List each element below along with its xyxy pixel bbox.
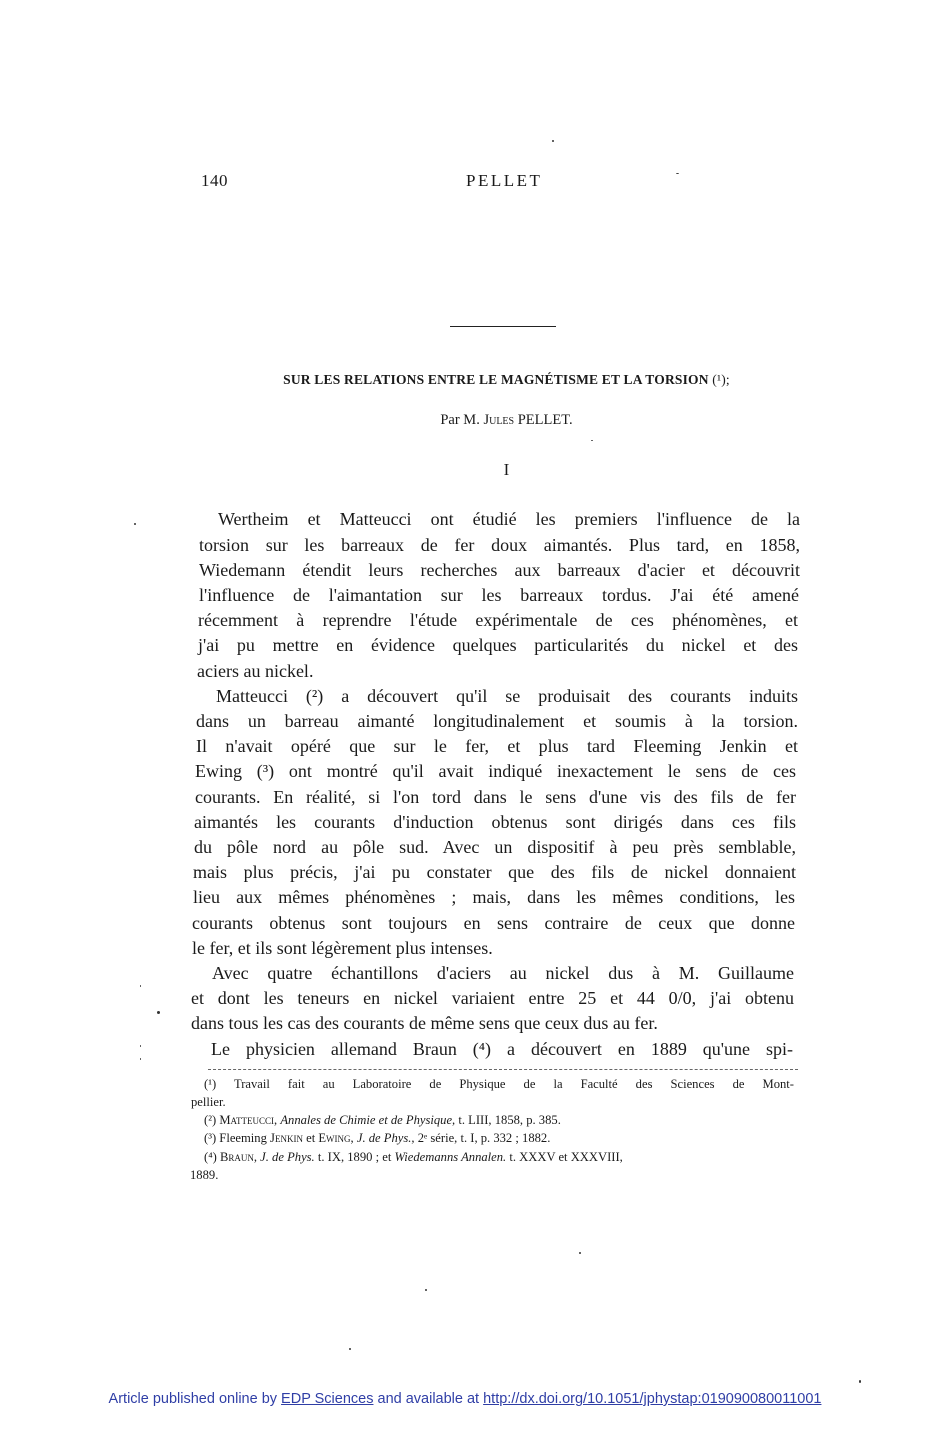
running-head: PELLET (466, 171, 543, 190)
body-line: Wiedemann étendit leurs recherches aux barreaux d'acier et découvrit (199, 560, 800, 580)
scan-speck (157, 1011, 160, 1014)
author-prefix: Par M. (440, 412, 480, 428)
article-title (170, 372, 843, 388)
footnote-4 (204, 1151, 623, 1164)
footnote-2-author: Matteucci, (219, 1113, 278, 1127)
scan-speck (676, 173, 679, 174)
scan-speck (425, 1289, 427, 1291)
body-line: torsion sur les barreaux de fer doux aimantés. Plus tard, en 1858, (199, 535, 800, 555)
footnote-4-mark: (⁴) (204, 1150, 217, 1164)
footnote-3-author-2: Ewing, (318, 1131, 354, 1145)
body-line: courants obtenus sont toujours en sens contraire de ceux que donne (192, 913, 795, 933)
section-numeral: I (503, 460, 510, 479)
body-line: Le physicien allemand Braun (⁴) a découvert en 1889 qu'une spi- (211, 1039, 793, 1059)
footnote-3 (204, 1132, 550, 1145)
footnote-2-mark: (²) (204, 1113, 217, 1127)
title-rule (450, 326, 556, 327)
footnote-4-ref: t. IX, 1890 ; et (317, 1150, 392, 1164)
scan-speck (140, 1058, 141, 1060)
footnote-4-author: Braun, (219, 1150, 257, 1164)
footnote-rule (208, 1069, 798, 1070)
body-line: du pôle nord au pôle sud. Avec un dispositif à peu près semblable, (194, 837, 796, 857)
body-line: courants. En réalité, si l'on tord dans le sens d'une vis des fils de fer (195, 787, 796, 807)
footnote-4-journal: J. de Phys. (260, 1150, 315, 1164)
body-line: dans tous les cas des courants de même sens que ceux dus au fer. (191, 1013, 658, 1033)
doi-link[interactable]: http://dx.doi.org/10.1051/jphystap:019090080011001 (483, 1391, 822, 1407)
footnote-1-line-2: pellier. (191, 1095, 226, 1109)
author-last-name: PELLET. (517, 412, 573, 428)
author-line (170, 412, 843, 429)
publication-prefix: Article published online by (108, 1391, 278, 1407)
footnote-4-line-2: 1889. (190, 1168, 219, 1182)
scan-speck (134, 523, 136, 525)
scan-speck (579, 1252, 581, 1254)
footnote-4-ref-2: t. XXXV et XXXVIII, (509, 1150, 623, 1164)
publication-middle: and available at (377, 1391, 480, 1407)
body-line: aciers au nickel. (197, 661, 314, 681)
edp-sciences-link[interactable]: EDP Sciences (281, 1391, 374, 1407)
scan-speck (591, 440, 593, 441)
body-line: et dont les teneurs en nickel variaient entre 25 et 44 0/0, j'ai obtenu (191, 988, 794, 1008)
scan-speck (140, 985, 141, 987)
body-line: Matteucci (²) a découvert qu'il se produisait des courants induits (216, 686, 798, 706)
footnote-3-author-1: Jenkin (270, 1131, 303, 1145)
footnote-3-journal: J. de Phys., (356, 1131, 415, 1145)
footnote-3-ref: 2ᵉ série, t. I, p. 332 ; 1882. (417, 1131, 551, 1145)
publication-line (0, 1391, 930, 1407)
footnote-2-journal: Annales de Chimie et de Physique, (280, 1113, 456, 1127)
page-number: 140 (201, 171, 228, 190)
body-line: l'influence de l'aimantation sur les barreaux tordus. J'ai été amené (199, 585, 799, 605)
author-first-name: Jules (483, 412, 515, 428)
body-line: dans un barreau aimanté longitudinalement et soumis à la torsion. (196, 711, 798, 731)
body-line: aimantés les courants d'induction obtenus sont dirigés dans ces fils (194, 812, 796, 832)
body-line: Il n'avait opéré que sur le fer, et plus tard Fleeming Jenkin et (196, 736, 798, 756)
footnote-2-ref: t. LIII, 1858, p. 385. (458, 1113, 561, 1127)
body-line: le fer, et ils sont légèrement plus intenses. (192, 938, 493, 958)
body-line: récemment à reprendre l'étude expérimentale de ces phénomènes, et (198, 610, 798, 630)
footnote-4-journal-2: Wiedemanns Annalen. (394, 1150, 507, 1164)
body-line: lieu aux mêmes phénomènes ; mais, dans les mêmes conditions, les (193, 887, 795, 907)
article-title-text: SUR LES RELATIONS ENTRE LE MAGNÉTISME ET LA TORSION (283, 372, 709, 387)
body-line: Avec quatre échantillons d'aciers au nickel dus à M. Guillaume (212, 963, 794, 983)
scan-speck (859, 1380, 861, 1383)
body-line: Wertheim et Matteucci ont étudié les premiers l'influence de la (218, 509, 800, 529)
body-line: j'ai pu mettre en évidence quelques particularités du nickel et des (198, 635, 798, 655)
footnote-1-line-1: (¹) Travail fait au Laboratoire de Physique de la Faculté des Sciences de Mont- (204, 1077, 794, 1091)
footnote-3-mark: (³) Fleeming (204, 1131, 267, 1145)
body-line: Ewing (³) ont montré qu'il avait indiqué inexactement le sens de ces (195, 761, 796, 781)
scan-speck (140, 1045, 141, 1047)
scan-speck (552, 140, 554, 142)
footnote-2 (204, 1114, 561, 1127)
scan-speck (349, 1348, 351, 1350)
title-footnote-mark: (¹); (712, 372, 730, 387)
footnote-3-and: et (306, 1131, 316, 1145)
body-line: mais plus précis, j'ai pu constater que des fils de nickel donnaient (193, 862, 796, 882)
